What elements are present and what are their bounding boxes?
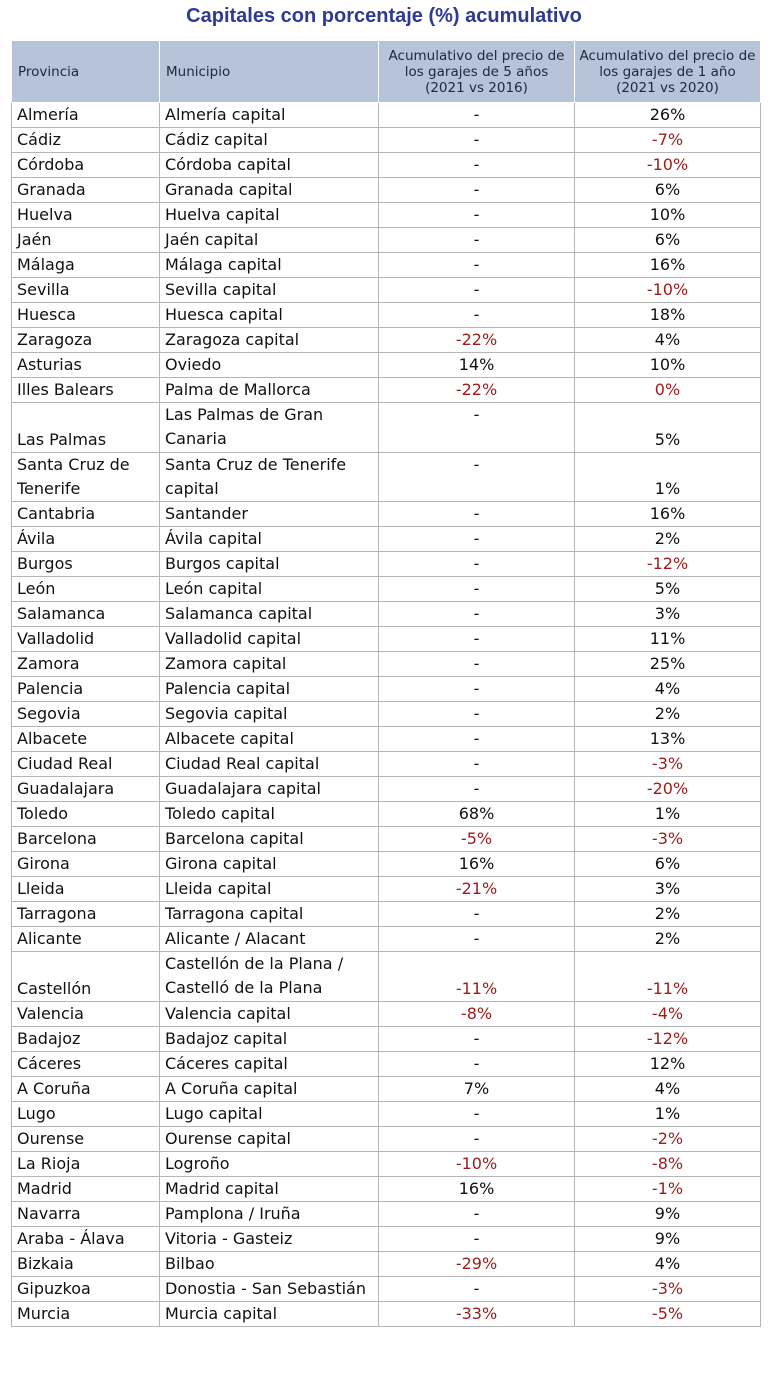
cell-five-year: -	[379, 178, 575, 203]
cell-provincia: Girona	[12, 852, 160, 877]
cell-five-year: -	[379, 1026, 575, 1051]
cell-municipio: Santa Cruz de Tenerife capital	[160, 452, 379, 502]
cell-provincia: Badajoz	[12, 1026, 160, 1051]
cell-one-year: 4%	[575, 1076, 761, 1101]
cell-provincia: Granada	[12, 178, 160, 203]
cell-five-year: -	[379, 253, 575, 278]
cell-provincia: Lugo	[12, 1101, 160, 1126]
cell-provincia: Castellón	[12, 952, 160, 1002]
cell-five-year: 68%	[379, 802, 575, 827]
cell-five-year: -	[379, 777, 575, 802]
cell-municipio: Huesca capital	[160, 303, 379, 328]
cell-five-year: -	[379, 452, 575, 502]
cell-five-year: -	[379, 552, 575, 577]
table-row	[12, 278, 761, 303]
cell-provincia: Segovia	[12, 702, 160, 727]
cell-provincia: Málaga	[12, 253, 160, 278]
table-row	[12, 1251, 761, 1276]
cell-provincia: Araba - Álava	[12, 1226, 160, 1251]
table-row	[12, 1201, 761, 1226]
cell-five-year: -	[379, 103, 575, 128]
cell-municipio: Zamora capital	[160, 652, 379, 677]
cell-municipio: Zaragoza capital	[160, 328, 379, 353]
cell-five-year: -	[379, 1051, 575, 1076]
cell-municipio: Murcia capital	[160, 1301, 379, 1326]
cell-five-year: -	[379, 602, 575, 627]
cell-five-year: -	[379, 902, 575, 927]
table-row	[12, 452, 761, 502]
cell-five-year: -	[379, 527, 575, 552]
table-row	[12, 552, 761, 577]
table-row	[12, 602, 761, 627]
table-row	[12, 752, 761, 777]
cell-provincia: Ciudad Real	[12, 752, 160, 777]
table-row	[12, 253, 761, 278]
cell-five-year: -22%	[379, 328, 575, 353]
cell-municipio: Guadalajara capital	[160, 777, 379, 802]
table-row	[12, 1076, 761, 1101]
table-row	[12, 677, 761, 702]
cell-municipio: Sevilla capital	[160, 278, 379, 303]
table-row	[12, 1176, 761, 1201]
cell-provincia: Bizkaia	[12, 1251, 160, 1276]
cell-municipio: Palencia capital	[160, 677, 379, 702]
cell-one-year: 16%	[575, 253, 761, 278]
cell-provincia: Ávila	[12, 527, 160, 552]
cell-municipio: Cádiz capital	[160, 128, 379, 153]
table-row	[12, 353, 761, 378]
cell-municipio: A Coruña capital	[160, 1076, 379, 1101]
cell-municipio: Badajoz capital	[160, 1026, 379, 1051]
table-row	[12, 627, 761, 652]
cell-one-year: -20%	[575, 777, 761, 802]
cell-municipio: Toledo capital	[160, 802, 379, 827]
cell-five-year: -8%	[379, 1001, 575, 1026]
cell-provincia: Cádiz	[12, 128, 160, 153]
cell-one-year: 1%	[575, 802, 761, 827]
cell-provincia: Jaén	[12, 228, 160, 253]
table-row	[12, 802, 761, 827]
cell-five-year: -	[379, 1276, 575, 1301]
table-row	[12, 128, 761, 153]
cell-one-year: 13%	[575, 727, 761, 752]
cell-five-year: -	[379, 278, 575, 303]
cell-provincia: Zaragoza	[12, 328, 160, 353]
cell-provincia: Gipuzkoa	[12, 1276, 160, 1301]
cell-provincia: Alicante	[12, 927, 160, 952]
cell-provincia: Ourense	[12, 1126, 160, 1151]
cell-one-year: -10%	[575, 278, 761, 303]
cell-provincia: Santa Cruz de Tenerife	[12, 452, 160, 502]
cell-one-year: 12%	[575, 1051, 761, 1076]
table-row	[12, 727, 761, 752]
cell-provincia: León	[12, 577, 160, 602]
cell-municipio: Madrid capital	[160, 1176, 379, 1201]
table-row	[12, 1101, 761, 1126]
table-row	[12, 827, 761, 852]
table-row	[12, 328, 761, 353]
cell-five-year: -	[379, 752, 575, 777]
cell-municipio: Valladolid capital	[160, 627, 379, 652]
cell-one-year: 5%	[575, 403, 761, 453]
cell-municipio: Valencia capital	[160, 1001, 379, 1026]
cell-five-year: -	[379, 927, 575, 952]
cell-one-year: -11%	[575, 952, 761, 1002]
cell-municipio: Palma de Mallorca	[160, 378, 379, 403]
table-row	[12, 527, 761, 552]
cell-one-year: 2%	[575, 902, 761, 927]
table-row	[12, 1126, 761, 1151]
cell-five-year: 14%	[379, 353, 575, 378]
cell-one-year: 2%	[575, 702, 761, 727]
cell-five-year: -22%	[379, 378, 575, 403]
table-row	[12, 1276, 761, 1301]
cell-municipio: Albacete capital	[160, 727, 379, 752]
table-row	[12, 203, 761, 228]
cell-municipio: Bilbao	[160, 1251, 379, 1276]
cell-one-year: -3%	[575, 827, 761, 852]
cell-provincia: Salamanca	[12, 602, 160, 627]
cell-municipio: Vitoria - Gasteiz	[160, 1226, 379, 1251]
cell-one-year: 4%	[575, 677, 761, 702]
cell-provincia: Barcelona	[12, 827, 160, 852]
cell-provincia: Zamora	[12, 652, 160, 677]
cell-one-year: -7%	[575, 128, 761, 153]
cell-one-year: 0%	[575, 378, 761, 403]
cell-one-year: 1%	[575, 1101, 761, 1126]
cell-provincia: Valladolid	[12, 627, 160, 652]
cell-municipio: Las Palmas de Gran Canaria	[160, 403, 379, 453]
cell-provincia: Albacete	[12, 727, 160, 752]
cell-municipio: Pamplona / Iruña	[160, 1201, 379, 1226]
cell-municipio: Lleida capital	[160, 877, 379, 902]
cell-one-year: -12%	[575, 1026, 761, 1051]
table-row	[12, 852, 761, 877]
table-row	[12, 902, 761, 927]
cell-one-year: 26%	[575, 103, 761, 128]
cell-five-year: -	[379, 1126, 575, 1151]
cell-provincia: Lleida	[12, 877, 160, 902]
cell-provincia: La Rioja	[12, 1151, 160, 1176]
cell-provincia: Cantabria	[12, 502, 160, 527]
cell-provincia: A Coruña	[12, 1076, 160, 1101]
cell-five-year: 7%	[379, 1076, 575, 1101]
cell-one-year: 4%	[575, 1251, 761, 1276]
header-provincia: Provincia	[12, 41, 160, 103]
cell-provincia: Burgos	[12, 552, 160, 577]
table-row	[12, 877, 761, 902]
cell-one-year: 11%	[575, 627, 761, 652]
cell-municipio: Ciudad Real capital	[160, 752, 379, 777]
cell-municipio: Donostia - San Sebastián	[160, 1276, 379, 1301]
cell-municipio: Girona capital	[160, 852, 379, 877]
cell-municipio: Logroño	[160, 1151, 379, 1176]
cell-municipio: Barcelona capital	[160, 827, 379, 852]
cell-municipio: Málaga capital	[160, 253, 379, 278]
table-row	[12, 403, 761, 453]
header-row	[12, 41, 761, 103]
table-row	[12, 702, 761, 727]
cell-one-year: 25%	[575, 652, 761, 677]
cell-one-year: -4%	[575, 1001, 761, 1026]
table-row	[12, 927, 761, 952]
cell-provincia: Valencia	[12, 1001, 160, 1026]
cell-one-year: 6%	[575, 178, 761, 203]
cell-municipio: Jaén capital	[160, 228, 379, 253]
cell-provincia: Navarra	[12, 1201, 160, 1226]
cell-municipio: Alicante / Alacant	[160, 927, 379, 952]
cell-provincia: Córdoba	[12, 153, 160, 178]
cell-five-year: -33%	[379, 1301, 575, 1326]
table-row	[12, 652, 761, 677]
cell-one-year: -3%	[575, 752, 761, 777]
table-body	[12, 103, 761, 1327]
cell-provincia: Palencia	[12, 677, 160, 702]
cell-one-year: -12%	[575, 552, 761, 577]
cell-five-year: -5%	[379, 827, 575, 852]
cell-one-year: -5%	[575, 1301, 761, 1326]
cell-municipio: Ourense capital	[160, 1126, 379, 1151]
header-five-year: Acumulativo del precio de los garajes de 5 años (2021 vs 2016)	[379, 41, 575, 103]
cell-five-year: -	[379, 128, 575, 153]
cell-five-year: -11%	[379, 952, 575, 1002]
cell-provincia: Huesca	[12, 303, 160, 328]
cell-five-year: -10%	[379, 1151, 575, 1176]
cell-municipio: Santander	[160, 502, 379, 527]
cell-provincia: Illes Balears	[12, 378, 160, 403]
cell-provincia: Almería	[12, 103, 160, 128]
table-row	[12, 103, 761, 128]
cell-five-year: -	[379, 303, 575, 328]
table-row	[12, 1301, 761, 1326]
cell-five-year: -21%	[379, 877, 575, 902]
page-title: Capitales con porcentaje (%) acumulativo	[186, 5, 582, 27]
cell-five-year: -	[379, 702, 575, 727]
cell-five-year: -	[379, 727, 575, 752]
table-row	[12, 1151, 761, 1176]
cell-municipio: Cáceres capital	[160, 1051, 379, 1076]
cell-one-year: 2%	[575, 927, 761, 952]
cell-five-year: 16%	[379, 1176, 575, 1201]
cell-one-year: 3%	[575, 877, 761, 902]
cell-five-year: -	[379, 1226, 575, 1251]
cell-one-year: 1%	[575, 452, 761, 502]
cell-one-year: -10%	[575, 153, 761, 178]
table-row	[12, 1226, 761, 1251]
cell-municipio: Córdoba capital	[160, 153, 379, 178]
cell-five-year: -	[379, 403, 575, 453]
cell-municipio: León capital	[160, 577, 379, 602]
table-row	[12, 303, 761, 328]
cell-one-year: 6%	[575, 228, 761, 253]
cell-one-year: 10%	[575, 353, 761, 378]
cell-one-year: -1%	[575, 1176, 761, 1201]
cell-municipio: Lugo capital	[160, 1101, 379, 1126]
cell-five-year: -	[379, 1201, 575, 1226]
cell-municipio: Tarragona capital	[160, 902, 379, 927]
table-row	[12, 378, 761, 403]
header-one-year: Acumulativo del precio de los garajes de 1 año (2021 vs 2020)	[575, 41, 761, 103]
cell-five-year: -	[379, 677, 575, 702]
data-table	[11, 40, 761, 1327]
cell-provincia: Cáceres	[12, 1051, 160, 1076]
cell-five-year: -	[379, 577, 575, 602]
cell-five-year: -29%	[379, 1251, 575, 1276]
table-row	[12, 153, 761, 178]
cell-municipio: Oviedo	[160, 353, 379, 378]
table-row	[12, 178, 761, 203]
cell-one-year: -2%	[575, 1126, 761, 1151]
cell-provincia: Murcia	[12, 1301, 160, 1326]
cell-provincia: Sevilla	[12, 278, 160, 303]
cell-five-year: -	[379, 652, 575, 677]
header-municipio: Municipio	[160, 41, 379, 103]
cell-provincia: Guadalajara	[12, 777, 160, 802]
cell-provincia: Madrid	[12, 1176, 160, 1201]
table-row	[12, 1001, 761, 1026]
table-row	[12, 1051, 761, 1076]
cell-one-year: 9%	[575, 1226, 761, 1251]
cell-one-year: 4%	[575, 328, 761, 353]
cell-five-year: 16%	[379, 852, 575, 877]
cell-one-year: -8%	[575, 1151, 761, 1176]
cell-municipio: Granada capital	[160, 178, 379, 203]
cell-one-year: 2%	[575, 527, 761, 552]
table-row	[12, 577, 761, 602]
table-row	[12, 777, 761, 802]
cell-five-year: -	[379, 1101, 575, 1126]
cell-provincia: Las Palmas	[12, 403, 160, 453]
cell-one-year: 16%	[575, 502, 761, 527]
cell-municipio: Segovia capital	[160, 702, 379, 727]
cell-one-year: 18%	[575, 303, 761, 328]
cell-one-year: 6%	[575, 852, 761, 877]
cell-municipio: Castellón de la Plana / Castelló de la Plana	[160, 952, 379, 1002]
cell-municipio: Salamanca capital	[160, 602, 379, 627]
cell-five-year: -	[379, 203, 575, 228]
table-row	[12, 502, 761, 527]
cell-one-year: 10%	[575, 203, 761, 228]
cell-five-year: -	[379, 502, 575, 527]
cell-municipio: Burgos capital	[160, 552, 379, 577]
cell-provincia: Asturias	[12, 353, 160, 378]
cell-five-year: -	[379, 153, 575, 178]
table-row	[12, 228, 761, 253]
table-row	[12, 1026, 761, 1051]
cell-one-year: 9%	[575, 1201, 761, 1226]
cell-municipio: Almería capital	[160, 103, 379, 128]
cell-municipio: Ávila capital	[160, 527, 379, 552]
cell-five-year: -	[379, 627, 575, 652]
table-row	[12, 952, 761, 1002]
cell-one-year: 5%	[575, 577, 761, 602]
cell-municipio: Huelva capital	[160, 203, 379, 228]
cell-five-year: -	[379, 228, 575, 253]
cell-provincia: Toledo	[12, 802, 160, 827]
cell-one-year: -3%	[575, 1276, 761, 1301]
cell-one-year: 3%	[575, 602, 761, 627]
cell-provincia: Huelva	[12, 203, 160, 228]
cell-provincia: Tarragona	[12, 902, 160, 927]
